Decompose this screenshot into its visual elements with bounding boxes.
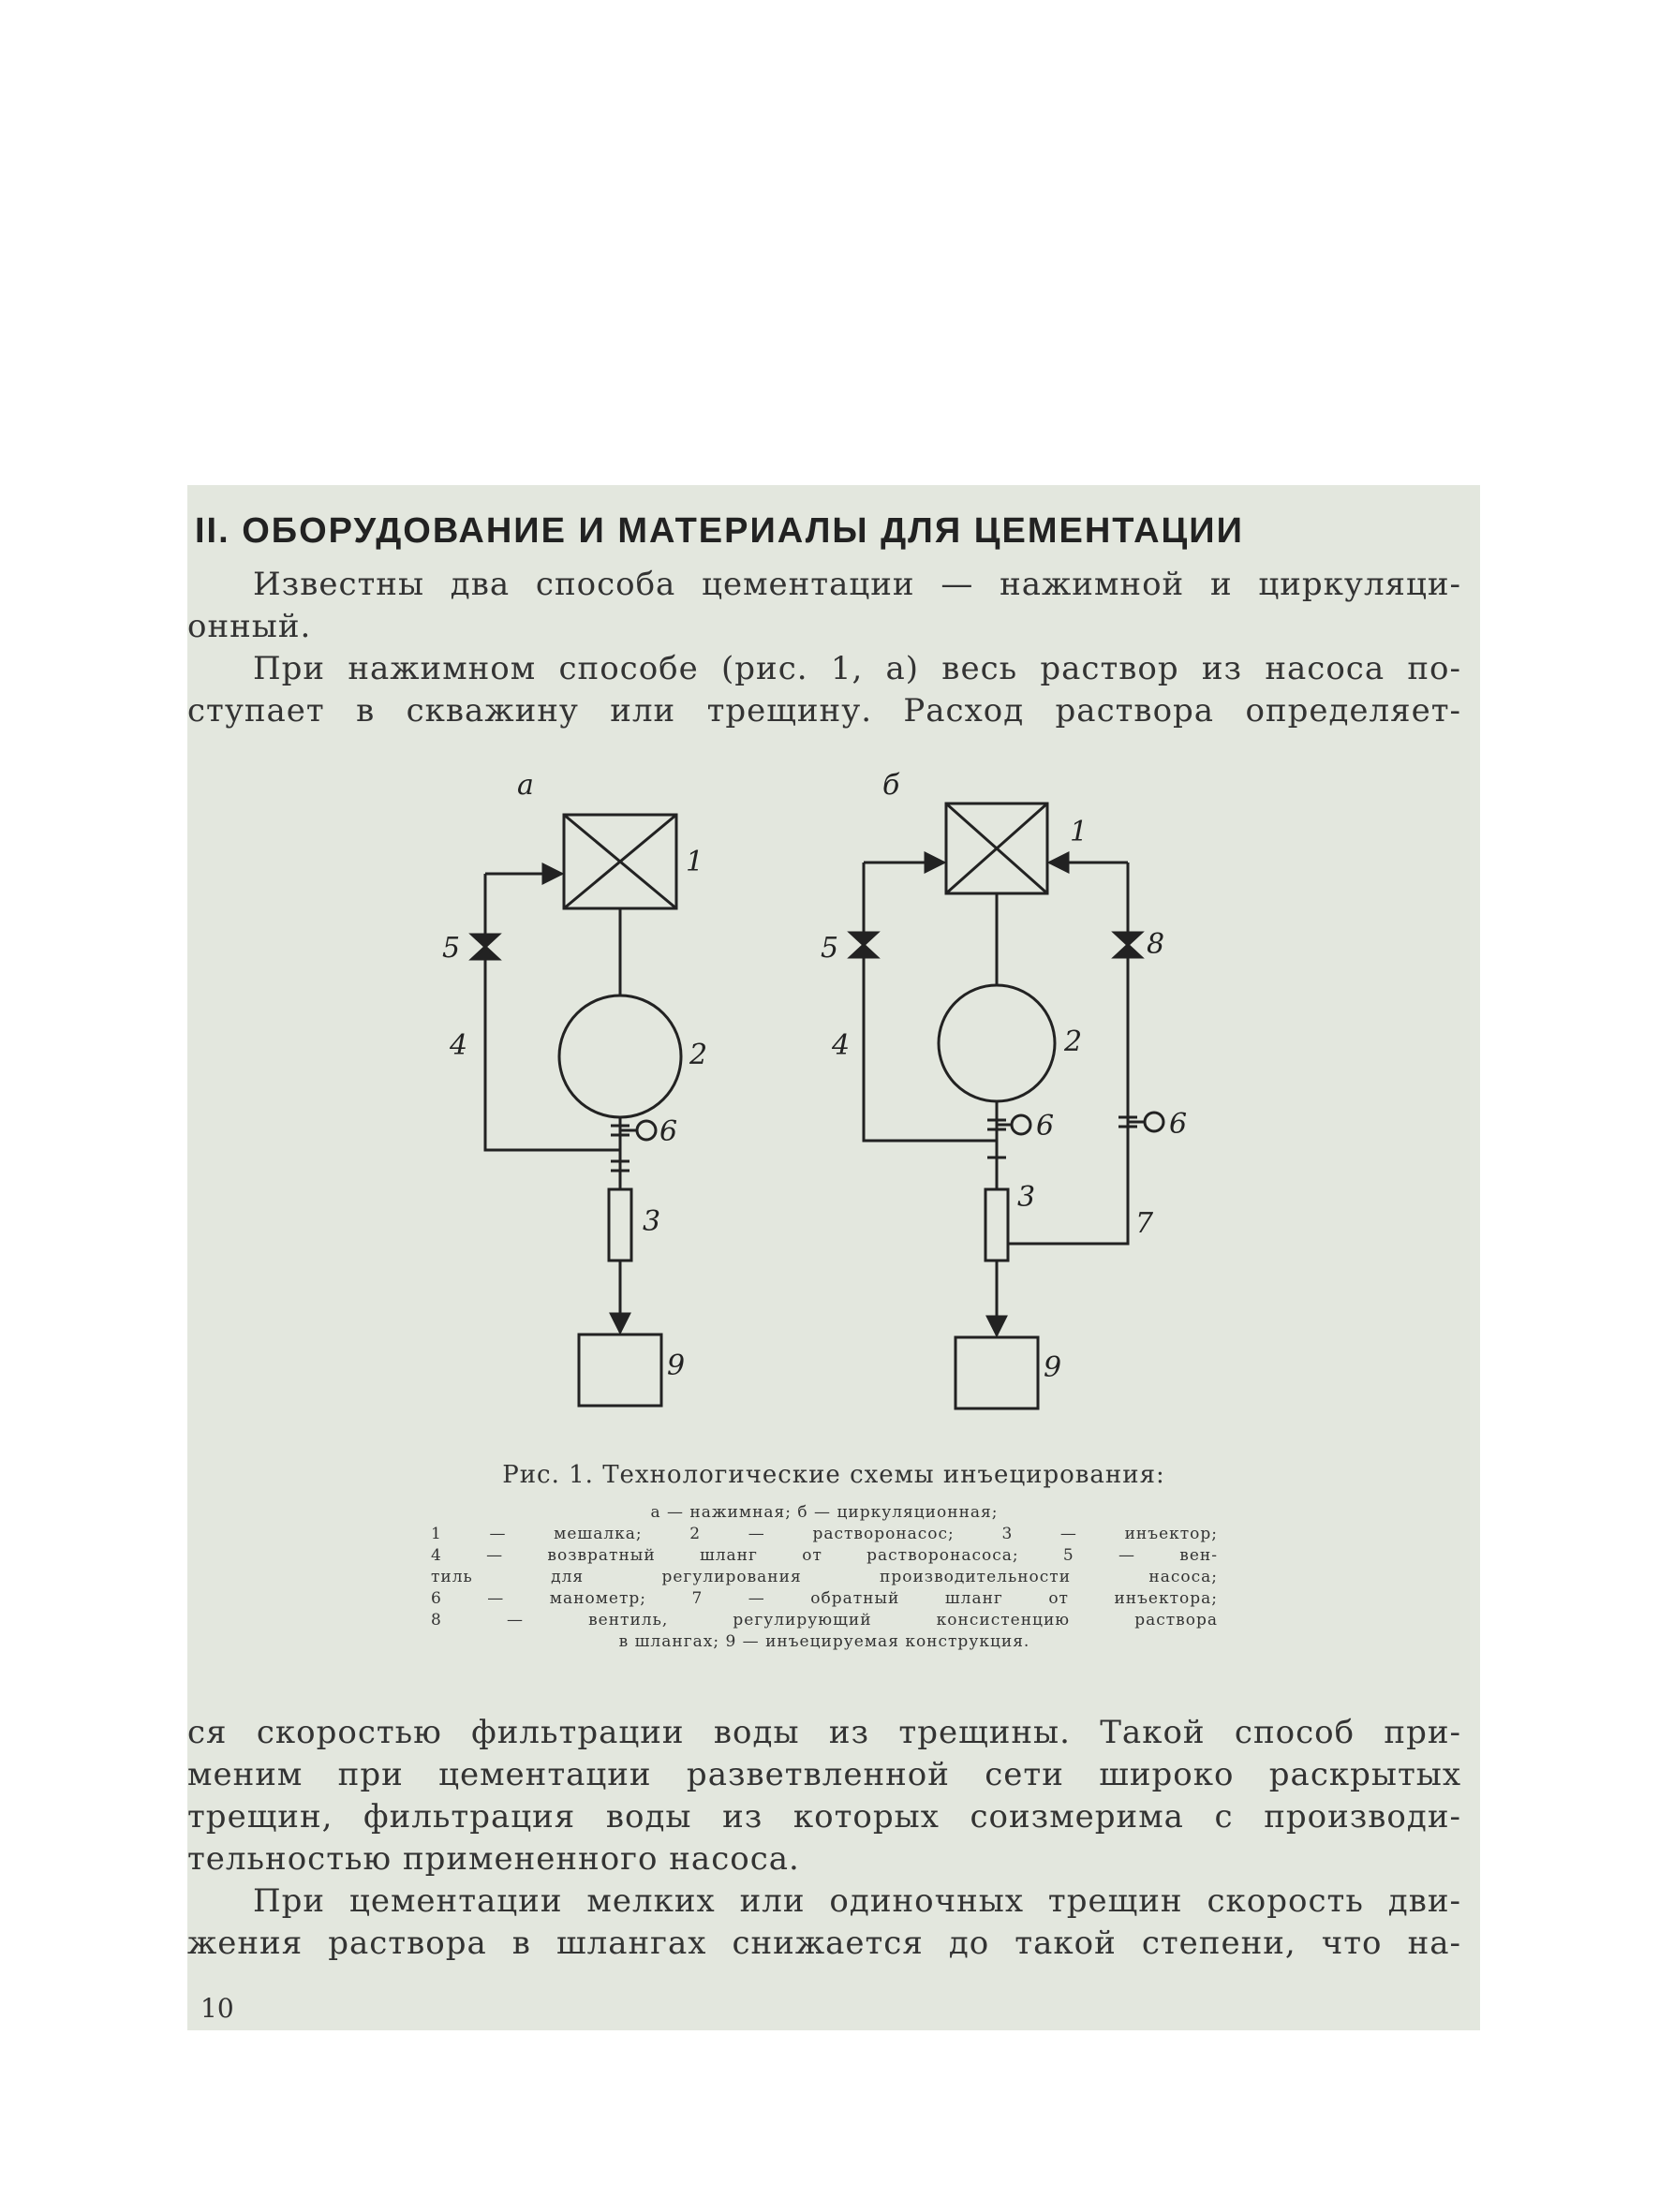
mixer-box bbox=[564, 815, 676, 908]
legend-line: 6 — манометр; 7 — обратный шланг от инъектора; bbox=[431, 1589, 1218, 1608]
label: 5 bbox=[821, 932, 839, 965]
scheme-b bbox=[851, 804, 1163, 1408]
label: 8 bbox=[1147, 928, 1165, 961]
text-line: ступает в скважину или трещину. Расход раствора определяет- bbox=[187, 692, 1461, 730]
manometer-icon bbox=[1012, 1115, 1030, 1134]
manometer-icon bbox=[1145, 1113, 1163, 1131]
paragraph-3 bbox=[187, 1712, 1461, 1880]
figure-legend bbox=[431, 1502, 1218, 1653]
legend-line: 8 — вентиль, регулирующий консистенцию раствора bbox=[431, 1611, 1218, 1630]
legend-line: 4 — возвратный шланг от растворонасоса; 5 — вен- bbox=[431, 1546, 1218, 1565]
legend-line: тиль для регулирования производительности насоса; bbox=[431, 1568, 1218, 1586]
text-line: При нажимном способе (рис. 1, а) весь раствор из насоса по- bbox=[253, 650, 1461, 687]
label: 6 bbox=[659, 1115, 678, 1148]
text-line: жения раствора в шлангах снижается до такой степени, что на- bbox=[187, 1924, 1461, 1962]
return-hose bbox=[485, 874, 620, 1150]
structure-box bbox=[579, 1335, 661, 1406]
label: 1 bbox=[1070, 816, 1089, 848]
legend-line: а — нажимная; б — циркуляционная; bbox=[650, 1503, 999, 1522]
paragraph-4 bbox=[187, 1880, 1461, 1965]
scheme-b-title: б bbox=[882, 769, 900, 802]
text-line: При цементации мелких или одиночных трещин скорость дви- bbox=[253, 1882, 1461, 1920]
label: 7 bbox=[1135, 1207, 1154, 1240]
label: 6 bbox=[1169, 1108, 1188, 1141]
structure-box bbox=[955, 1337, 1038, 1408]
scheme-a-title: а bbox=[517, 769, 534, 802]
text-line: меним при цементации разветвленной сети широко раскрытых bbox=[187, 1756, 1461, 1793]
text-line: онный. bbox=[187, 608, 312, 645]
valve-icon bbox=[851, 933, 877, 957]
label: 1 bbox=[686, 846, 704, 878]
label: 3 bbox=[1017, 1181, 1036, 1214]
scheme-a bbox=[472, 815, 681, 1406]
text-line: Известны два способа цементации — нажимной и циркуляци- bbox=[253, 566, 1461, 603]
label: 4 bbox=[832, 1029, 851, 1062]
manometer-icon bbox=[637, 1121, 656, 1140]
scanned-page bbox=[187, 485, 1480, 2030]
reverse-hose bbox=[1008, 863, 1128, 1244]
label: 6 bbox=[1036, 1110, 1055, 1143]
pump-circle bbox=[939, 985, 1055, 1101]
label: 5 bbox=[442, 932, 461, 965]
paragraph-2 bbox=[187, 648, 1461, 732]
text-line: ся скоростью фильтрации воды из трещины. Такой способ при- bbox=[187, 1714, 1461, 1751]
pump-circle bbox=[559, 995, 681, 1117]
label: 2 bbox=[689, 1039, 708, 1071]
label: 9 bbox=[1044, 1351, 1062, 1384]
page-number: 10 bbox=[200, 1993, 234, 2024]
label: 9 bbox=[667, 1349, 686, 1382]
injector bbox=[609, 1189, 631, 1261]
label: 4 bbox=[450, 1029, 468, 1062]
paragraph-1 bbox=[187, 564, 1461, 648]
injector bbox=[985, 1189, 1008, 1261]
section-heading: II. ОБОРУДОВАНИЕ И МАТЕРИАЛЫ ДЛЯ ЦЕМЕНТАЦИИ bbox=[195, 511, 1244, 551]
legend-line: в шлангах; 9 — инъецируемая конструкция. bbox=[618, 1632, 1030, 1651]
label: 3 bbox=[643, 1205, 661, 1238]
figure-caption: Рис. 1. Технологические схемы инъецирования: bbox=[502, 1461, 1165, 1489]
valve-icon bbox=[472, 935, 498, 959]
valve-icon bbox=[1115, 933, 1141, 957]
return-hose bbox=[864, 863, 997, 1141]
text-line: тельностью примененного насоса. bbox=[187, 1840, 800, 1878]
text-line: трещин, фильтрация воды из которых соизмерима с производи- bbox=[187, 1798, 1461, 1836]
label: 2 bbox=[1064, 1025, 1083, 1058]
legend-line: 1 — мешалка; 2 — растворонасос; 3 — инъектор; bbox=[431, 1525, 1218, 1543]
mixer-box bbox=[946, 804, 1047, 893]
